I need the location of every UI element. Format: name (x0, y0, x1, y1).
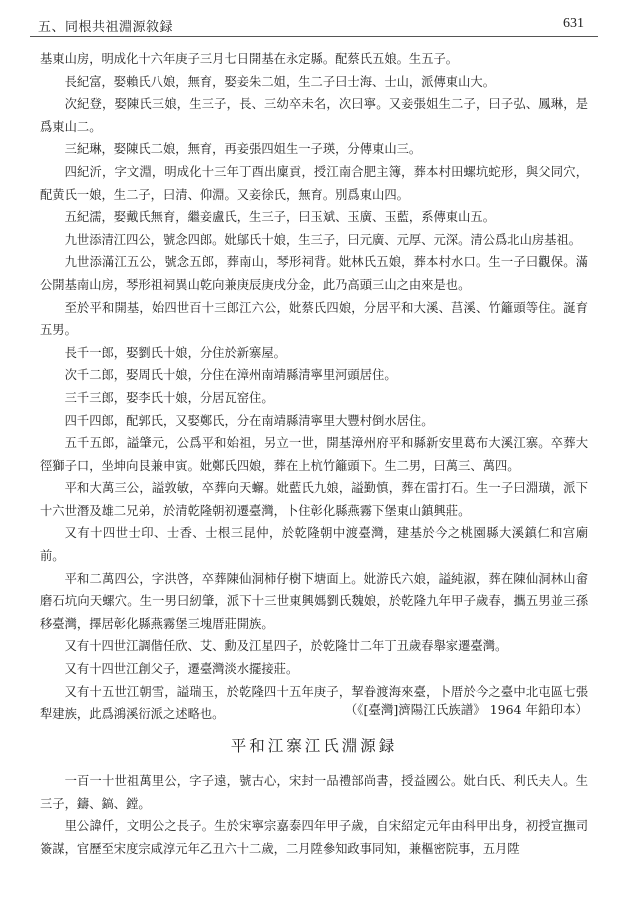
paragraph: 又有十四世江調偕任欣、艾、勳及江星四子，於乾隆廿二年丁丑歲春舉家遷臺灣。 (64, 639, 508, 654)
page-number: 631 (563, 16, 584, 31)
paragraph: 里公諱仟，文明公之長子。生於宋寧宗嘉泰四年甲子歲，自宋紹定元年由科甲出身，初授宣撫司簽謀，官歷至宋度宗咸淳元年乙丑六十二歲，二月陞參知政事同知，兼樞密院事，五月陞 (40, 819, 588, 856)
paragraph: 次千二郎，娶周氏十娘，分住在漳州南靖縣清寧里河頭居住。 (64, 368, 397, 383)
main-text (40, 48, 588, 726)
paragraph: 五紀濡，娶戴氏無育，繼妾盧氏，生三子，曰玉斌、玉廣、玉藍，系傳東山五。 (64, 210, 495, 225)
paragraph: 又有十五世江朝雪，謚瑞玉，於乾隆四十五年庚子，挈眷渡海來臺，卜厝於今之臺中北屯區七張犁建族，此爲鴻溪衍派之述略也。 (40, 684, 588, 722)
paragraph: 四千四郎，配郭氏，又娶鄭氏，分在南靖縣清寧里大豐村倒水居住。 (64, 413, 434, 428)
running-section-title: 五、同根共祖淵源敘録 (38, 20, 174, 35)
paragraph: 四紀沂，字文淵，明成化十三年丁酉出廩貢，授江南合肥主簿，葬本村田螺坑蛇形，與父同穴，配黄氏一娘，生二子，曰清、仰淵。又妾徐氏，無育。別爲東山四。 (40, 164, 588, 202)
paragraph: 五千五郎，謚肇元，公爲平和始祖，另立一世，開基漳州府平和縣新安里葛布大溪江寨。卒葬大徑獅子口，坐坤向艮兼申寅。妣鄭氏四娘，葬在上杭竹籬頭下。生二男，曰萬三、萬四。 (40, 436, 588, 473)
section-heading: 平和江寨江氏淵源録 (230, 737, 398, 755)
paragraph: 三紀琳，娶陳氏二娘，無育，再妾張四姐生一子瑛，分傳東山三。 (64, 142, 422, 157)
source-citation: （《[臺灣]濟陽江氏族譜》 1964 年鉛印本） (344, 702, 588, 717)
paragraph: 一百一十世祖萬里公，字子遠，號古心，宋封一品禮部尚書，授益國公。妣白氏、利氏夫人。生三子，鑄、鎬、鏜。 (40, 774, 588, 811)
paragraph: 平和二萬四公，字洪啓，卒葬陳仙洞柿仔樹下塘面上。妣游氏六娘，謚純淑，葬在陳仙洞林山畲磨石坑向天螺穴。生一男曰紉肇，派下十三世東興媽劉氏魏娘，於乾隆九年甲子歲春，攜五男並三孫移臺灣，擇居彰化縣燕霧堡三塊厝莊開族。 (40, 571, 588, 631)
page-header (30, 12, 598, 37)
paragraph: 長紀富，娶賴氏八娘，無育，娶妾朱二姐，生二子曰士海、士山，派傳東山大。 (64, 74, 495, 89)
paragraph: 三千三郎，娶李氏十娘，分居瓦窑住。 (64, 390, 274, 405)
paragraph: 至於平和開基，始四世百十三郎江六公，妣蔡氏四娘，分居平和大溪、莒溪、竹籬頭等住。誕育五男。 (40, 300, 588, 338)
paragraph: 次紀登，娶陳氏三娘，生三子，長、三幼卒未名，次曰寧。又妾張姐生二子，曰子弘、鳳琳，是爲東山二。 (40, 97, 588, 134)
paragraph: 九世添清江四公，號念四郎。妣鄔氏十娘，生三子，曰元廣、元厚、元深。清公爲北山房基祖。 (64, 232, 582, 247)
paragraph: 又有十四世士印、士香、士根三昆仲，於乾隆朝中渡臺灣，建基於今之桃園縣大溪鎮仁和宫廟前。 (40, 526, 588, 564)
paragraph: 長千一郎，娶劉氏十娘，分住於新寨屋。 (64, 345, 286, 360)
paragraph: 平和大萬三公，謚敦敏，卒葬向天蠏。妣藍氏九娘，謚勤慎，葬在雷打石。生一子曰淵璜，派下十六世潛及雄二兄弟，於清乾隆朝初遷臺灣，卜住彰化縣燕霧下堡東山鎮興莊。 (40, 481, 588, 518)
paragraph: 九世添滿江五公，號念五郎，葬南山，琴形祠背。妣林氏五娘，葬本村水口。生一子曰觀保。滿公開基南山房，琴形祖祠異山乾向兼庚辰庚戌分金，此乃高頭三山之由來是也。 (40, 255, 588, 292)
paragraph: 基東山房，明成化十六年庚子三月七日開基在永定縣。配蔡氏五娘。生五子。 (40, 52, 459, 66)
section-text (40, 770, 588, 860)
paragraph: 又有十四世江創父子，遷臺灣淡水擺接莊。 (64, 662, 299, 677)
